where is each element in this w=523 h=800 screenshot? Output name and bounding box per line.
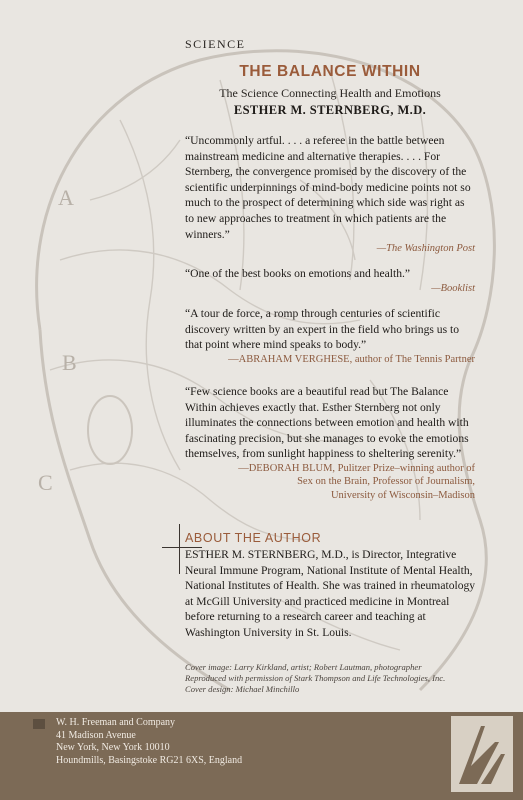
review-attribution: —Booklist [431,282,475,294]
book-title: THE BALANCE WITHIN [239,63,421,80]
review-attribution: —The Washington Post [376,243,475,255]
publisher-footer [0,712,523,800]
review-attribution: —ABRAHAM VERGHESE, author of The Tennis Partner [228,353,475,365]
head-letter-b: B [62,350,77,375]
review-attribution-line: Sex on the Brain, Professor of Journalism, [297,476,475,488]
review-booklist [185,266,475,295]
book-author: ESTHER M. STERNBERG, M.D. [233,103,427,117]
about-author-text [185,547,480,641]
review-blum [185,384,475,502]
review-quote: “Uncommonly artful. . . . a referee in the battle between mainstream medicine and alternative therapies. . . . For Sternberg, the convergence promised by the discovery of the scientific underpinnings of mind-body medicine points not so much to the prospect of determining which side was right as to new approaches to treatment in which patients are the winners.” [185,134,471,241]
book-subtitle: The Science Connecting Health and Emotions [219,86,441,100]
head-letter-a: A [58,185,74,210]
publisher-line: 41 Madison Avenue [56,729,136,741]
review-quote: “One of the best books on emotions and health.” [185,267,411,280]
author-name: ESTHER M. STERNBERG, M.D. [185,548,346,561]
credit-line: Reproduced with permission of Stark Thompson and Life Technologies, Inc. [185,673,446,684]
review-attribution-line: —DEBORAH BLUM, Pulitzer Prize–winning author of [238,462,475,474]
credit-line: Cover image: Larry Kirkland, artist; Robert Lautman, photographer [185,662,422,672]
section-label: SCIENCE [185,37,246,51]
crosshair-mark-vertical [179,524,180,574]
publisher-line: New York, New York 10010 [56,742,170,754]
review-verghese [185,306,475,366]
review-quote: “Few science books are a beautiful read but The Balance Within achieves exactly that. Esther Sternberg not only illuminates the connections between emotion and health with fascinating precision, but she manages to evoke the emotions themselves, from sunlight happiness to sheltering serenity.” [185,385,469,461]
author-bio: , is Director, Integrative Neural Immune Program, National Institute of Mental Health, National Institutes of Health. She was trained in rheumatology at McGill University and practiced medicine in Montreal before returning to a research career and teaching at Washington University in St. Louis. [185,548,476,639]
publisher-logo-icon [451,716,513,792]
about-author-heading: ABOUT THE AUTHOR [185,531,322,545]
credit-line: Cover design: Michael Minchillo [185,684,300,695]
publisher-square-mark [33,719,45,729]
review-washington-post [185,133,475,256]
publisher-address [56,717,316,767]
publisher-line: W. H. Freeman and Company [56,717,176,728]
head-letter-c: C [38,470,53,495]
review-quote: “A tour de force, a romp through centuries of scientific discovery written by an expert in the field who brings us to that point where mind speaks to body.” [185,307,460,352]
publisher-line: Houndmills, Basingstoke RG21 6XS, England [56,754,243,766]
cover-credits [185,662,485,696]
review-attribution-line: University of Wisconsin–Madison [330,489,475,501]
